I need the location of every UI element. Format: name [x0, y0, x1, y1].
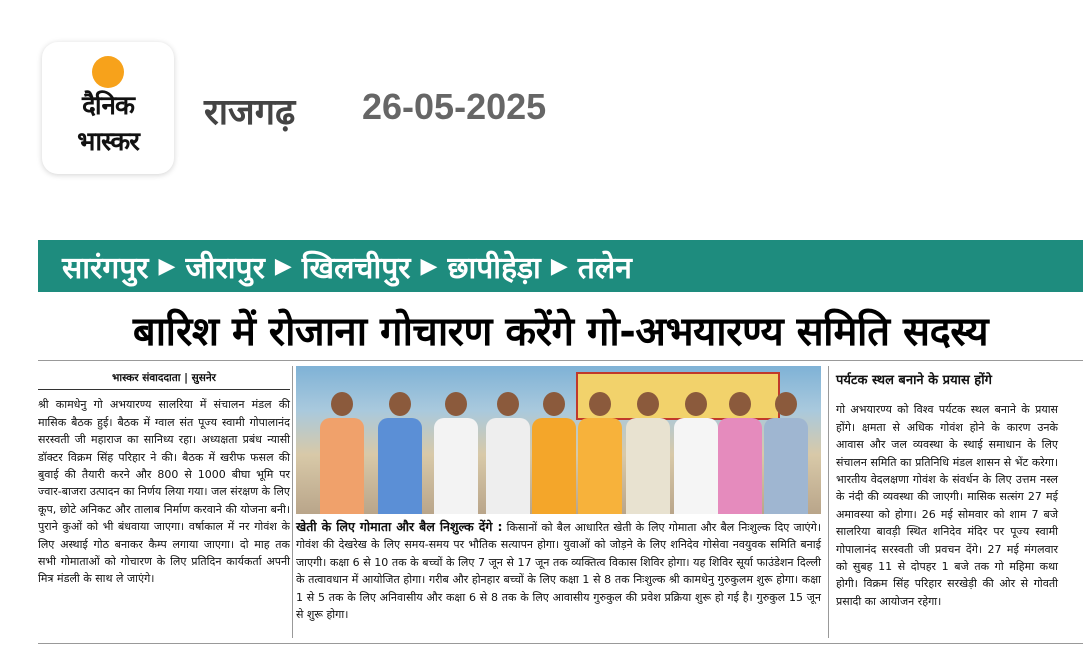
left-body-text: श्री कामधेनु गो अभयारण्य सालरिया में संचालन मंडल की मासिक बैठक हुई। बैठक में ग्वाल संत पूज्य स्वामी गोपालानंद सरस्वती जी महाराज का सानिध्य रहा। अध्यक्षता प्रबंध न्यासी डॉक्टर विक्रम सिंह परिहार ने की। बैठक में खरीफ फसल की बुवाई की तैयारी करने और 800 से 1000 बीघा भूमि पर ज्वार-बाजरा उत्पादन का निर्णय लिया गया। जल संरक्षण के लिए कूप, छोटे अनिकट और तालाब निर्माण करवाने की योजना बनी। पुराने कुओं को भी बंधवाया जाएगा। वर्षाकाल में नर गोवंश के लिए अस्थाई गोठ बनाकर कैम्प लगाया जाएगा। दो माह तक सभी गोमाताओं को गोचारण के लिए प्रतिदिन कार्यकर्ता अपनी मित्र मंडली के साथ ले जाएंगे।: [38, 398, 290, 586]
right-column: [836, 372, 1058, 610]
photo-person: [578, 392, 622, 514]
header-date: 26-05-2025: [362, 86, 547, 127]
triangle-right-icon: ▶: [420, 253, 438, 279]
place-name: सारंगपुर: [62, 250, 149, 286]
photo-person: [486, 392, 530, 514]
article-headline: बारिश में रोजाना गोचारण करेंगे गो-अभयारण्य समिति सदस्य: [132, 309, 989, 355]
caption-lead: खेती के लिए गोमाता और बैल निशुल्क देंगे :: [296, 519, 503, 534]
logo-text-line2: भास्कर: [77, 127, 139, 157]
triangle-right-icon: ▶: [158, 253, 176, 279]
triangle-right-icon: ▶: [550, 253, 568, 279]
photo-person: [674, 392, 718, 514]
place-strip: [38, 240, 1083, 292]
column-rule-right: [828, 366, 829, 638]
photo-caption: [296, 518, 821, 623]
photo-person: [378, 392, 422, 514]
photo-person: [626, 392, 670, 514]
headline-rule: [38, 360, 1083, 361]
sun-logo-icon: [92, 56, 124, 88]
photo-person: [718, 392, 762, 514]
article-photo: [296, 366, 821, 514]
place-name: छापीहेड़ा: [447, 250, 541, 286]
logo-text-line1: दैनिक: [82, 91, 134, 121]
caption-body: किसानों को बैल आधारित खेती के लिए गोमाता और बैल निःशुल्क दिए जाएंगे। गोवंश की देखरेख के लिए समय-समय पर भौतिक सत्यापन होगा। युवाओं को जोड़ने के लिए शनिदेव गोसेवा नवयुवक समिति बनाई जाएगी। कक्षा 6 से 10 तक के बच्चों के लिए 7 जून से 17 जून तक व्यक्तित्व विकास शिविर होगा। यह शिविर सूर्या फाउंडेशन दिल्ली के तत्वावधान में आयोजित होगा। गरीब और होनहार बच्चों के लिए कक्षा 1 से 8 तक निःशुल्क श्री कामधेनु गुरुकुलम शुरू होगा। कक्षा 1 से 5 तक के लिए अनिवासीय और कक्षा 6 से 8 तक के लिए आवासीय गुरुकुल की प्रवेश प्रक्रिया शुरू हो गई है। गुरुकुल 15 जून से शुरू होगा।: [296, 521, 822, 622]
photo-person: [434, 392, 478, 514]
photo-person: [764, 392, 808, 514]
triangle-right-icon: ▶: [274, 253, 292, 279]
right-body-text: गो अभयारण्य को विश्व पर्यटक स्थल बनाने के प्रयास होंगे। क्षमता से अधिक गोवंश होने के कारण उनके आवास और जल व्यवस्था के स्थाई समाधान के लिए संचालन समिति का प्रतिनिधि मंडल शासन से भेंट करेगा। भारतीय वेदलक्षणा गोवंश के संवर्धन के लिए उत्तम नस्ल के नंदी की व्यवस्था की जाएगी। मासिक सत्संग 27 मई अमावस्या को होगा। 26 मई सोमवार को शाम 7 बजे सालरिया बावड़ी स्थित शनिदेव मंदिर पर पूज्य स्वामी गोपालानंद सरस्वती जी प्रवचन देंगे। 27 मई मंगलवार को सुबह 11 से दोपहर 1 बजे तक गो महिमा कथा होगी। विक्रम सिंह परिहार सरखेड़ी की ओर से गोवती प्रसादी का आयोजन रहेगा।: [836, 403, 1058, 608]
logo-card: [42, 42, 174, 174]
place-name: खिलचीपुर: [301, 250, 411, 286]
place-name: तलेन: [577, 250, 632, 286]
left-column: [38, 370, 290, 588]
header-city: राजगढ़: [204, 92, 296, 133]
place-name: जीरापुर: [185, 250, 265, 286]
byline: भास्कर संवाददाता | सुसनेर: [38, 370, 290, 390]
right-subhead: पर्यटक स्थल बनाने के प्रयास होंगे: [836, 373, 992, 388]
photo-person: [320, 392, 364, 514]
photo-person: [532, 392, 576, 514]
column-rule-left: [292, 366, 293, 638]
bottom-rule: [38, 643, 1083, 644]
